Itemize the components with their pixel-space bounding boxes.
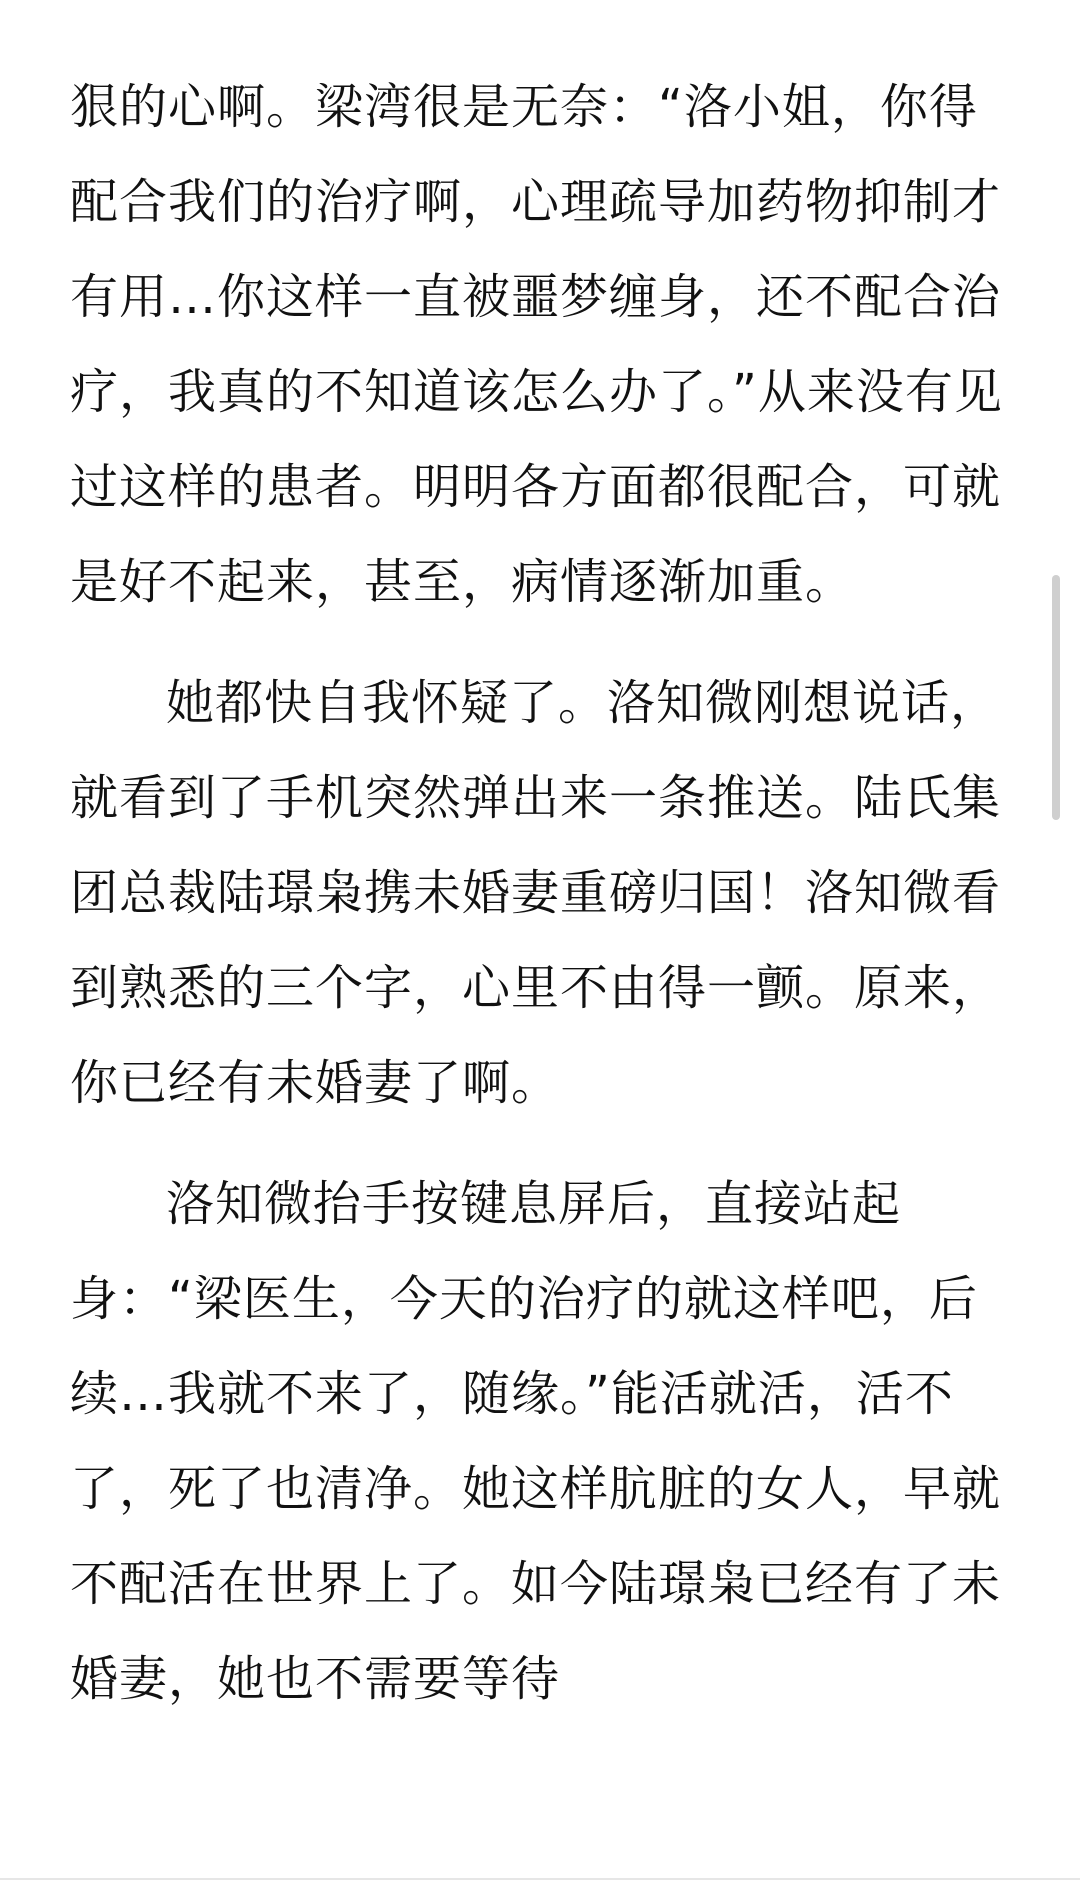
scrollbar[interactable] [1052,575,1062,820]
bottom-divider [0,1878,1080,1880]
paragraph-3: 洛知微抬手按键息屏后，直接站起身：“梁医生，今天的治疗的就这样吧，后续…我就不来了，随缘。”能活就活，活不了，死了也清净。她这样肮脏的女人，早就不配活在世界上了。如今陆璟枭已经有了未婚妻，她也不需要等待 [70,1176,1002,1707]
paragraph-2: 她都快自我怀疑了。洛知微刚想说话，就看到了手机突然弹出来一条推送。陆氏集团总裁陆璟枭携未婚妻重磅归国！洛知微看到熟悉的三个字，心里不由得一颤。原来，你已经有未婚妻了啊。 [70,675,1002,1111]
paragraph-1: 狠的心啊。梁湾很是无奈：“洛小姐，你得配合我们的治疗啊，心理疏导加药物抑制才有用…你这样一直被噩梦缠身，还不配合治疗，我真的不知道该怎么办了。”从来没有见过这样的患者。明明各方面都很配合，可就是好不起来，甚至，病情逐渐加重。 [70,79,1003,610]
scrollbar-thumb[interactable] [1052,575,1060,820]
reader-content[interactable] [70,60,1010,1860]
